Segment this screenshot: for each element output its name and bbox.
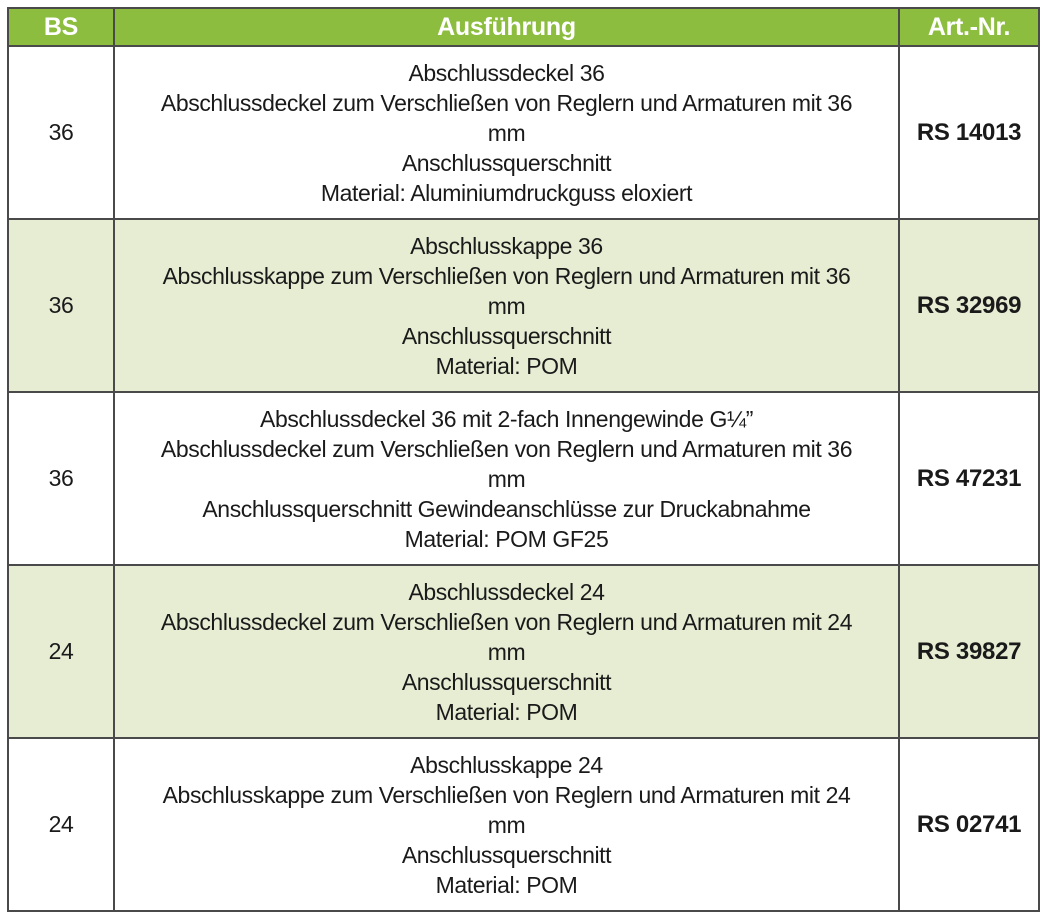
column-header-bs: BS: [8, 8, 114, 46]
desc-line: Abschlusskappe zum Verschließen von Reglern und Armaturen mit 24: [162, 781, 851, 808]
desc-line: Abschlussdeckel 24: [408, 578, 605, 605]
ausfuehrung-cell: [114, 738, 899, 911]
desc-line: Abschlusskappe zum Verschließen von Reglern und Armaturen mit 36: [162, 262, 851, 289]
desc-line: Abschlusskappe 36: [410, 232, 603, 259]
table-row: [8, 738, 1039, 911]
desc-line: Material: Aluminiumdruckguss eloxiert: [320, 179, 693, 206]
table-row: [8, 565, 1039, 738]
desc-line: Anschlussquerschnitt: [401, 841, 612, 868]
bs-value: 24: [8, 565, 114, 738]
desc-line: Abschlusskappe 24: [410, 751, 603, 778]
article-number: RS 39827: [899, 565, 1039, 738]
desc-line: Abschlussdeckel 36 mit 2-fach Innengewinde G¼”: [260, 405, 753, 432]
desc-line: Material: POM: [435, 871, 578, 898]
desc-line: Abschlussdeckel zum Verschließen von Reglern und Armaturen mit 36: [160, 435, 853, 462]
desc-line: Anschlussquerschnitt: [401, 668, 612, 695]
desc-line: mm: [487, 638, 526, 665]
desc-line: Abschlussdeckel 36: [408, 59, 605, 86]
product-table: [7, 7, 1040, 912]
desc-line: Abschlussdeckel zum Verschließen von Reglern und Armaturen mit 24: [160, 608, 853, 635]
table-row: [8, 46, 1039, 219]
bs-value: 36: [8, 219, 114, 392]
ausfuehrung-cell: [114, 46, 899, 219]
table-row: [8, 392, 1039, 565]
bs-value: 36: [8, 46, 114, 219]
desc-line: Anschlussquerschnitt: [401, 149, 612, 176]
desc-line: mm: [487, 811, 526, 838]
table-header-row: [8, 8, 1039, 46]
table-row: [8, 219, 1039, 392]
article-number: RS 32969: [899, 219, 1039, 392]
desc-line: Material: POM: [435, 352, 578, 379]
desc-line: mm: [487, 119, 526, 146]
desc-line: Anschlussquerschnitt: [401, 322, 612, 349]
bs-value: 36: [8, 392, 114, 565]
article-number: RS 14013: [899, 46, 1039, 219]
desc-line: mm: [487, 292, 526, 319]
article-number: RS 47231: [899, 392, 1039, 565]
ausfuehrung-cell: [114, 565, 899, 738]
desc-line: Material: POM GF25: [404, 525, 609, 552]
column-header-artnr: Art.-Nr.: [899, 8, 1039, 46]
article-number: RS 02741: [899, 738, 1039, 911]
column-header-ausfuehrung: Ausführung: [114, 8, 899, 46]
desc-line: mm: [487, 465, 526, 492]
desc-line: Abschlussdeckel zum Verschließen von Reglern und Armaturen mit 36: [160, 89, 853, 116]
desc-line: Anschlussquerschnitt Gewindeanschlüsse zur Druckabnahme: [202, 495, 811, 522]
bs-value: 24: [8, 738, 114, 911]
ausfuehrung-cell: [114, 219, 899, 392]
desc-line: Material: POM: [435, 698, 578, 725]
ausfuehrung-cell: [114, 392, 899, 565]
